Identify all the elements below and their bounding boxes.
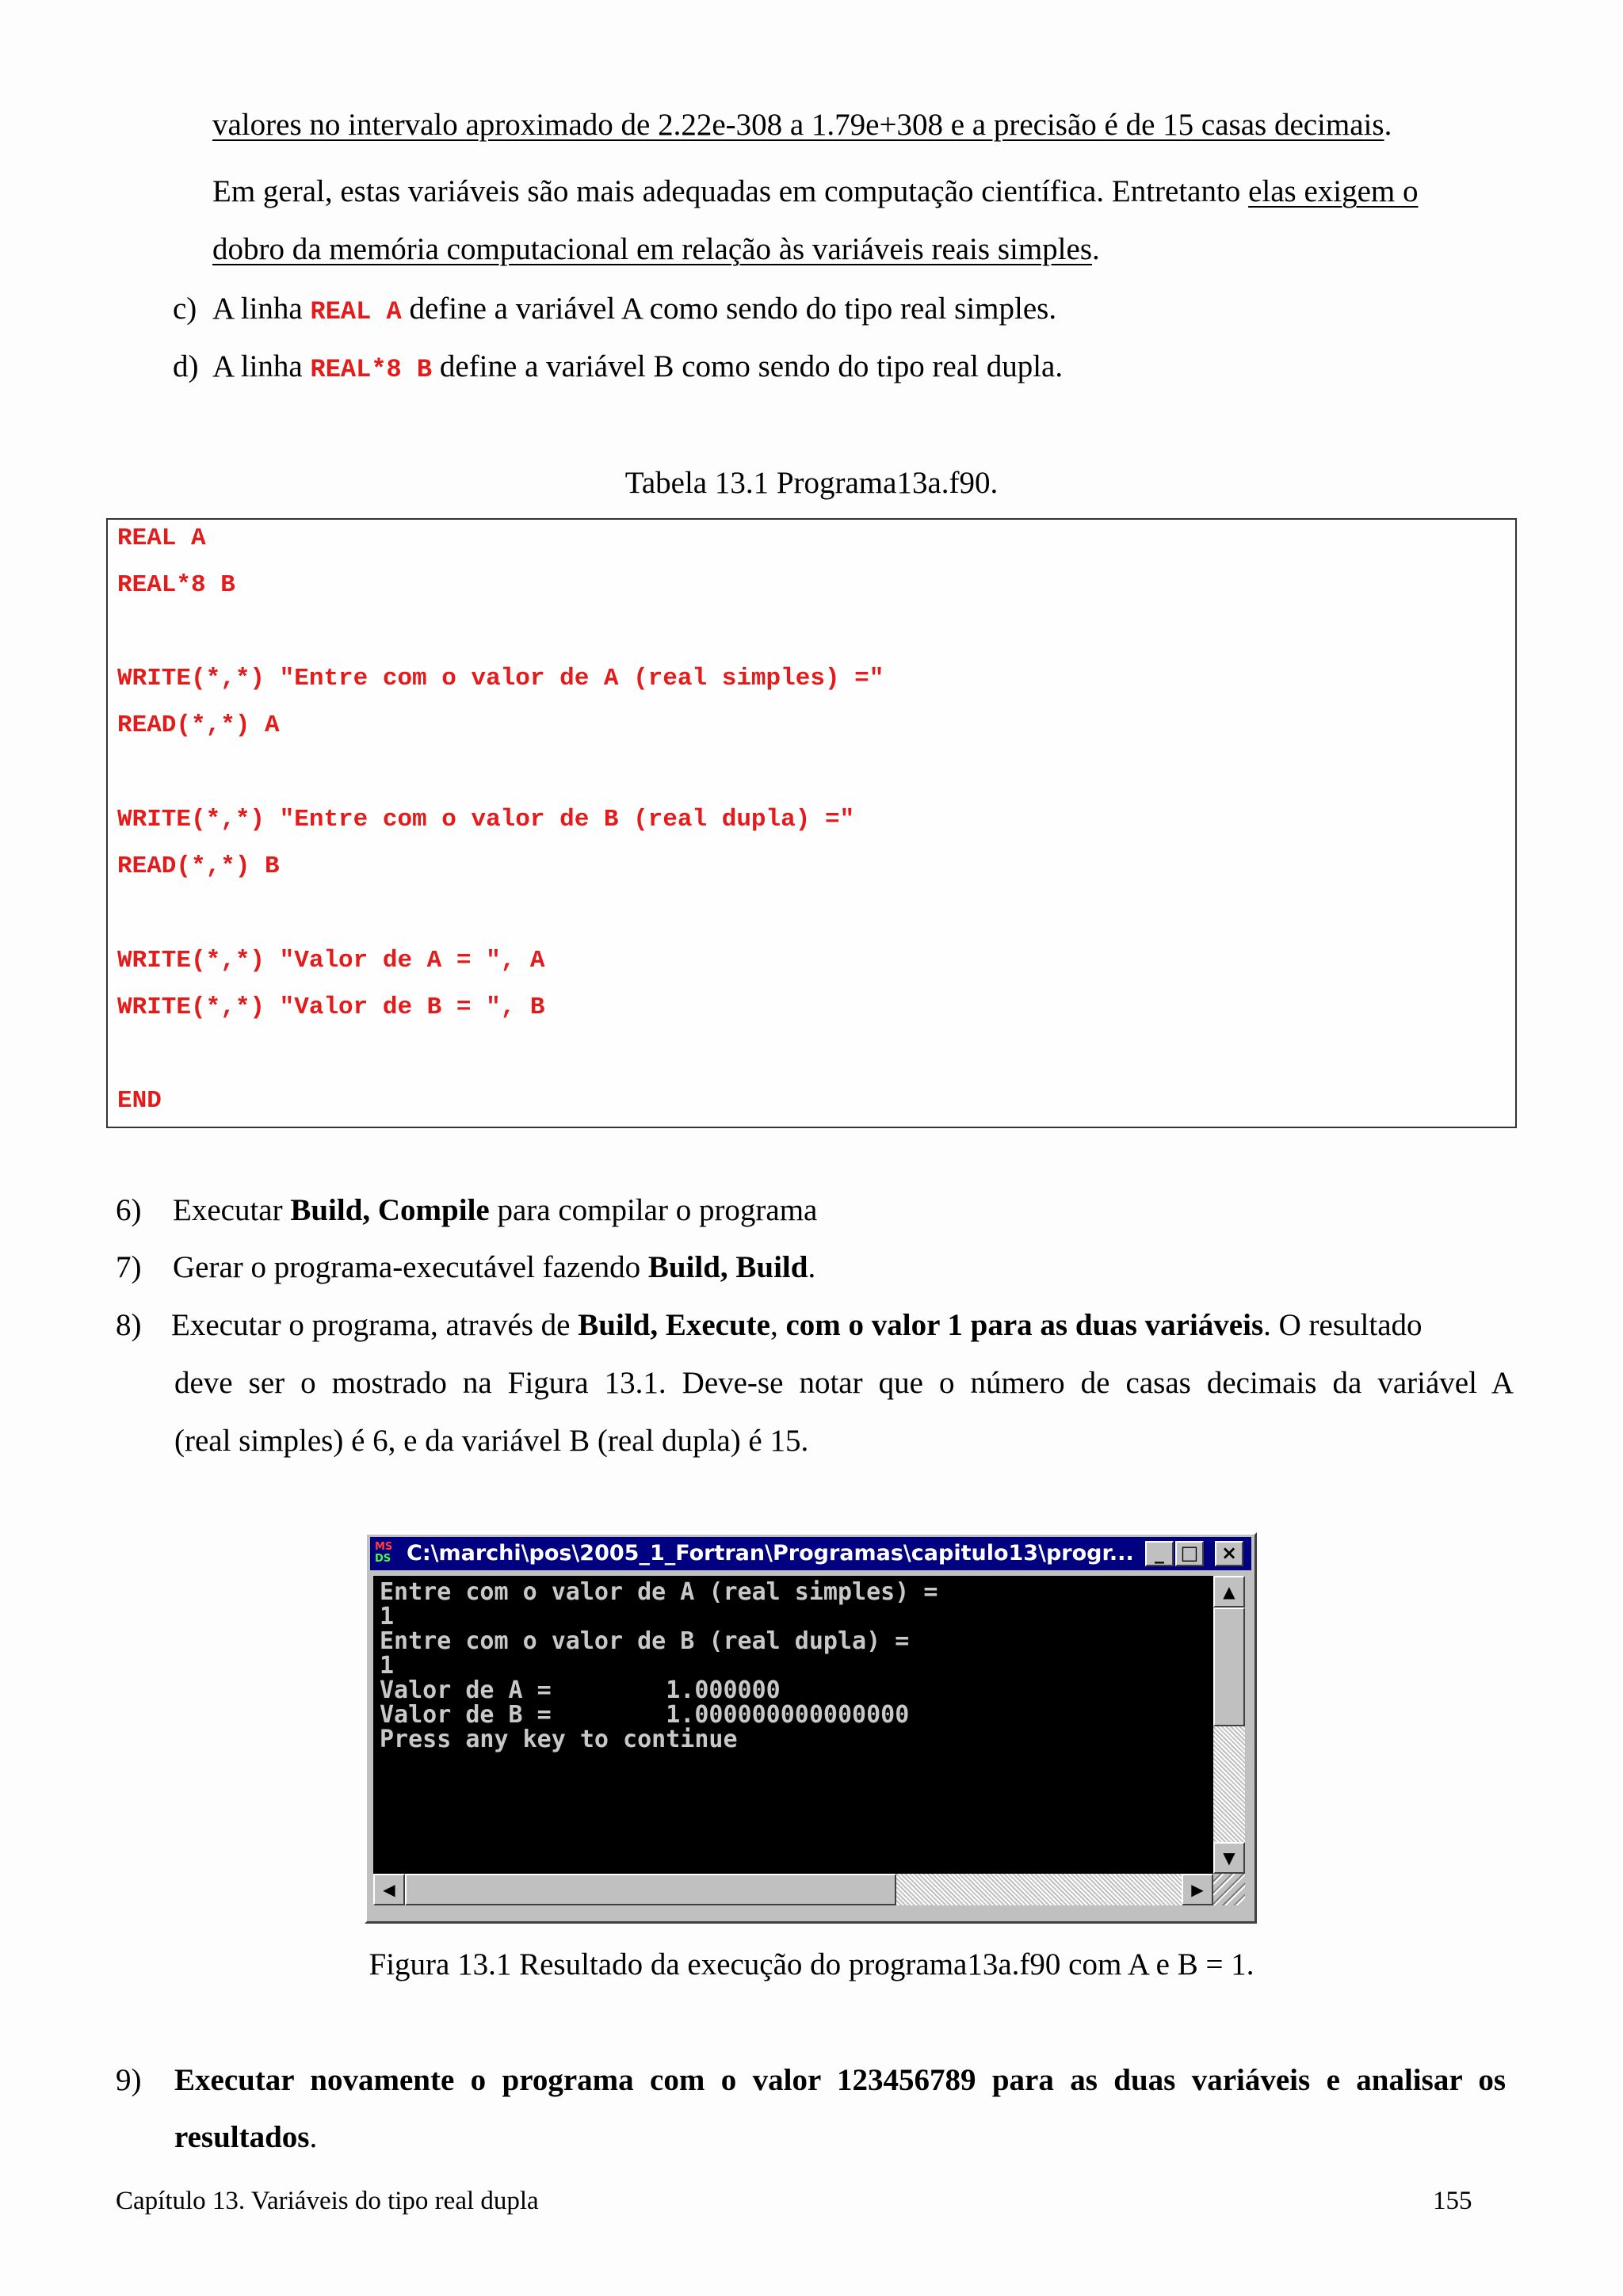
step-8-line-3: (real simples) é 6, e da variável B (real dupla) é 15.: [174, 1424, 809, 1458]
table-caption: Tabela 13.1 Programa13a.f90.: [624, 466, 999, 500]
inline-code: REAL*8 B: [310, 355, 433, 384]
scroll-left-icon[interactable]: ◀: [373, 1874, 405, 1905]
code-line: END: [117, 1087, 162, 1115]
code-line: READ(*,*) A: [117, 711, 280, 739]
step-9-line-2: resultados.: [174, 2120, 318, 2154]
msdev-icon: MS DS: [375, 1541, 393, 1565]
maximize-button[interactable]: □: [1175, 1541, 1204, 1566]
close-button[interactable]: ×: [1215, 1541, 1243, 1566]
code-line: REAL*8 B: [117, 571, 235, 599]
vertical-scroll-thumb[interactable]: [1213, 1608, 1245, 1726]
code-line: READ(*,*) B: [117, 852, 280, 880]
step-8: 8) Executar o programa, através de Build, Execute, com o valor 1 para as duas variáveis. O resultado: [116, 1308, 1423, 1342]
step-8-line-2: deve ser o mostrado na Figura 13.1. Deve-se notar que o número de casas decimais da variável A: [174, 1366, 1514, 1400]
console-window: [365, 1532, 1257, 1924]
title-bar[interactable]: [370, 1537, 1251, 1570]
console-output[interactable]: [373, 1576, 1213, 1874]
intro-line-3: dobro da memória computacional em relação às variáveis reais simples.: [212, 232, 1100, 266]
code-line: WRITE(*,*) "Entre com o valor de B (real dupla) =": [117, 806, 855, 833]
console-line: Press any key to continue: [380, 1726, 738, 1753]
intro-line-1: valores no intervalo aproximado de 2.22e-308 a 1.79e+308 e a precisão é de 15 casas decimais.: [212, 108, 1392, 142]
console-line: 1: [380, 1652, 395, 1680]
code-line: WRITE(*,*) "Valor de A = ", A: [117, 947, 545, 974]
code-line: WRITE(*,*) "Entre com o valor de A (real simples) =": [117, 665, 884, 692]
vertical-scrollbar[interactable]: [1213, 1576, 1245, 1874]
horizontal-scroll-thumb[interactable]: [405, 1874, 896, 1905]
scroll-down-icon[interactable]: ▼: [1213, 1842, 1245, 1874]
item-c: c) A linha REAL A define a variável A como sendo do tipo real simples.: [173, 292, 1057, 326]
console-line: Entre com o valor de A (real simples) =: [380, 1578, 938, 1606]
step-9: 9): [116, 2063, 142, 2097]
code-listing: [106, 518, 1517, 1128]
console-line: Valor de A = 1.000000: [380, 1676, 781, 1704]
scroll-up-icon[interactable]: ▲: [1213, 1576, 1245, 1608]
console-line: Entre com o valor de B (real dupla) =: [380, 1627, 910, 1655]
page-number: 155: [1433, 2187, 1472, 2215]
step-6: 6) Executar Build, Compile para compilar o programa: [116, 1193, 818, 1227]
code-line: REAL A: [117, 524, 206, 552]
minimize-button[interactable]: _: [1145, 1541, 1174, 1566]
figure-caption: Figura 13.1 Resultado da execução do programa13a.f90 com A e B = 1.: [369, 1947, 1254, 1981]
console-line: 1: [380, 1603, 395, 1630]
item-d: d) A linha REAL*8 B define a variável B como sendo do tipo real dupla.: [173, 349, 1064, 384]
horizontal-scrollbar[interactable]: [373, 1874, 1213, 1905]
step-7: 7) Gerar o programa-executável fazendo Build, Build.: [116, 1250, 816, 1284]
intro-line-2: Em geral, estas variáveis são mais adequadas em computação científica. Entretanto elas exigem o: [212, 174, 1419, 208]
inline-code: REAL A: [310, 297, 402, 326]
step-9-line-1: Executar novamente o programa com o valor 123456789 para as duas variáveis e analisar os: [174, 2063, 1506, 2097]
window-title: C:\marchi\pos\2005_1_Fortran\Programas\capitulo13\progr...: [407, 1542, 1134, 1566]
intro-line-1-underlined: valores no intervalo aproximado de 2.22e-308 a 1.79e+308 e a precisão é de 15 casas decimais: [212, 108, 1384, 142]
console-line: Valor de B = 1.000000000000000: [380, 1701, 910, 1729]
scroll-right-icon[interactable]: ▶: [1182, 1874, 1213, 1905]
code-line: WRITE(*,*) "Valor de B = ", B: [117, 994, 545, 1021]
footer-chapter: Capítulo 13. Variáveis do tipo real dupla: [116, 2187, 539, 2215]
resize-grip-icon[interactable]: [1213, 1874, 1245, 1905]
